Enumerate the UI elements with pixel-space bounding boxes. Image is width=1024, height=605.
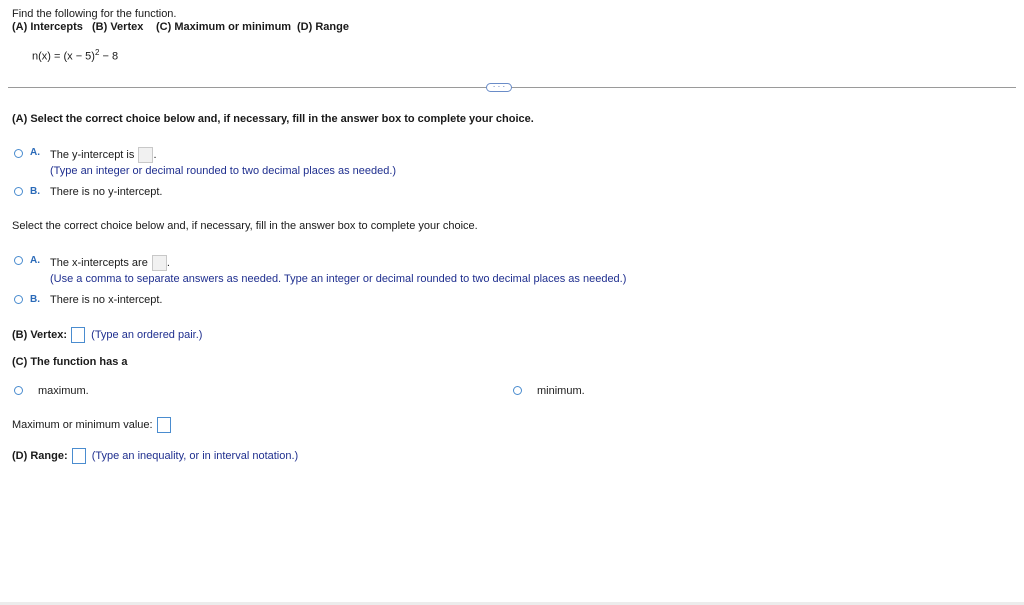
prompt-part-vertex: (B) Vertex — [92, 21, 144, 33]
part-a-instruction: (A) Select the correct choice below and, if necessary, fill in the answer box to complete your choice. — [12, 113, 534, 125]
x-option-a-hint: (Use a comma to separate answers as needed. Type an integer or decimal rounded to two decimal places as needed.) — [50, 273, 627, 285]
maximum-option-label: maximum. — [38, 385, 89, 397]
x-option-b-letter: B. — [30, 294, 40, 305]
part-b-hint: (Type an ordered pair.) — [91, 328, 203, 341]
y-intercept-option-a-radio[interactable] — [14, 149, 23, 158]
minimum-option-label: minimum. — [537, 385, 585, 397]
y-option-a-text: The y-intercept is — [50, 148, 135, 161]
part-b-label: (B) Vertex: — [12, 328, 68, 341]
prompt-part-maxmin: (C) Maximum or minimum — [156, 21, 292, 33]
x-intercept-option-b-radio[interactable] — [14, 295, 23, 304]
maxmin-value-label: Maximum or minimum value: — [12, 418, 153, 431]
x-option-a-text: The x-intercepts are — [50, 256, 148, 269]
range-answer-box[interactable] — [72, 448, 86, 464]
part-a-instruction-2: Select the correct choice below and, if necessary, fill in the answer box to complete your choice. — [12, 220, 478, 232]
expand-more-button[interactable]: · · · — [486, 83, 512, 92]
function-expression — [32, 48, 118, 63]
part-d-label: (D) Range: — [12, 449, 68, 462]
part-b-row — [12, 327, 202, 343]
part-d-row — [12, 448, 298, 464]
part-c-label: (C) The function has a — [12, 356, 128, 368]
function-lhs: n(x) = (x − 5) — [32, 50, 95, 63]
prompt-part-range: (D) Range — [297, 21, 349, 33]
x-option-b-text: There is no x-intercept. — [50, 294, 163, 306]
y-option-a-letter: A. — [30, 147, 40, 158]
section-divider — [8, 87, 1016, 88]
y-intercept-answer-box[interactable] — [138, 147, 153, 163]
x-intercepts-answer-box[interactable] — [152, 255, 167, 271]
prompt-intro: Find the following for the function. — [12, 8, 177, 20]
function-tail: − 8 — [99, 50, 119, 63]
y-option-a-suffix: . — [153, 148, 157, 161]
maxmin-value-row — [12, 417, 171, 433]
y-option-a-row — [50, 147, 157, 163]
function-exponent: 2 — [94, 48, 100, 57]
x-intercept-option-a-radio[interactable] — [14, 256, 23, 265]
minimum-radio[interactable] — [513, 386, 522, 395]
y-option-b-letter: B. — [30, 186, 40, 197]
part-d-hint: (Type an inequality, or in interval notation.) — [91, 449, 299, 462]
vertex-answer-box[interactable] — [71, 327, 85, 343]
x-option-a-letter: A. — [30, 255, 40, 266]
maximum-radio[interactable] — [14, 386, 23, 395]
maxmin-value-answer-box[interactable] — [157, 417, 171, 433]
x-option-a-row — [50, 255, 170, 271]
prompt-part-intercepts: (A) Intercepts — [12, 21, 83, 33]
x-option-a-suffix: . — [166, 256, 170, 269]
y-option-a-hint: (Type an integer or decimal rounded to two decimal places as needed.) — [50, 165, 397, 177]
y-option-b-text: There is no y-intercept. — [50, 186, 163, 198]
y-intercept-option-b-radio[interactable] — [14, 187, 23, 196]
